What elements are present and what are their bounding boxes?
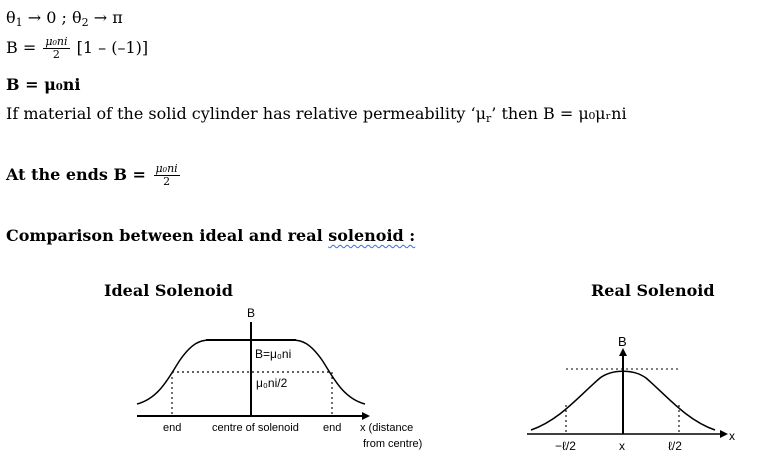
real-x-arrowhead <box>720 430 728 438</box>
theta1-symbol: θ <box>6 8 16 27</box>
theta2-symbol: θ <box>71 8 82 27</box>
material-tail: ’ then B = μ₀μᵣni <box>491 104 627 123</box>
ideal-solenoid-title: Ideal Solenoid <box>104 281 233 300</box>
ideal-x-arrowhead <box>362 412 370 420</box>
real-tick-mid: x <box>619 439 625 453</box>
fraction-denominator: 2 <box>52 48 60 61</box>
theta2-subscript: 2 <box>81 16 89 29</box>
b-result-line: B = μ₀ni <box>6 75 81 94</box>
comparison-squiggle-word: solenoid : <box>328 226 416 245</box>
real-b-arrowhead <box>619 348 627 356</box>
fraction-denominator: 2 <box>163 175 171 188</box>
ideal-x-label-1: x (distance <box>360 422 414 434</box>
ideal-end-left-label: end <box>163 422 182 434</box>
fraction-numerator: μ₀ni <box>155 162 178 175</box>
real-solenoid-title: Real Solenoid <box>591 281 715 300</box>
ideal-top-label: B=μ₀ni <box>255 347 292 361</box>
comparison-prefix: Comparison between ideal and real <box>6 226 329 245</box>
ideal-mid-label: μ₀ni/2 <box>256 376 288 390</box>
real-x-label: x <box>729 429 735 443</box>
theta2-limit: → π <box>88 8 123 27</box>
real-tick-left: −ℓ/2 <box>555 439 576 453</box>
fraction-numerator: μ₀ni <box>45 35 68 48</box>
ends-label: At the ends B = <box>6 165 152 184</box>
real-tick-right: ℓ/2 <box>668 439 682 453</box>
b-equation-lhs: B = <box>6 38 42 57</box>
theta1-subscript: 1 <box>15 16 23 29</box>
ideal-x-label-2: from centre) <box>363 438 423 450</box>
real-b-label: B <box>618 334 627 349</box>
material-text: If material of the solid cylinder has relative permeability ‘μ <box>6 104 486 123</box>
real-solenoid-graph <box>527 334 735 453</box>
b-equation-rhs: [1 – (–1)] <box>71 38 149 57</box>
theta1-limit: → 0 ; <box>22 8 72 27</box>
ideal-b-label: B <box>247 306 256 320</box>
ideal-centre-label: centre of solenoid <box>212 422 299 434</box>
material-subscript: r <box>486 112 492 125</box>
ideal-end-right-label: end <box>323 422 342 434</box>
